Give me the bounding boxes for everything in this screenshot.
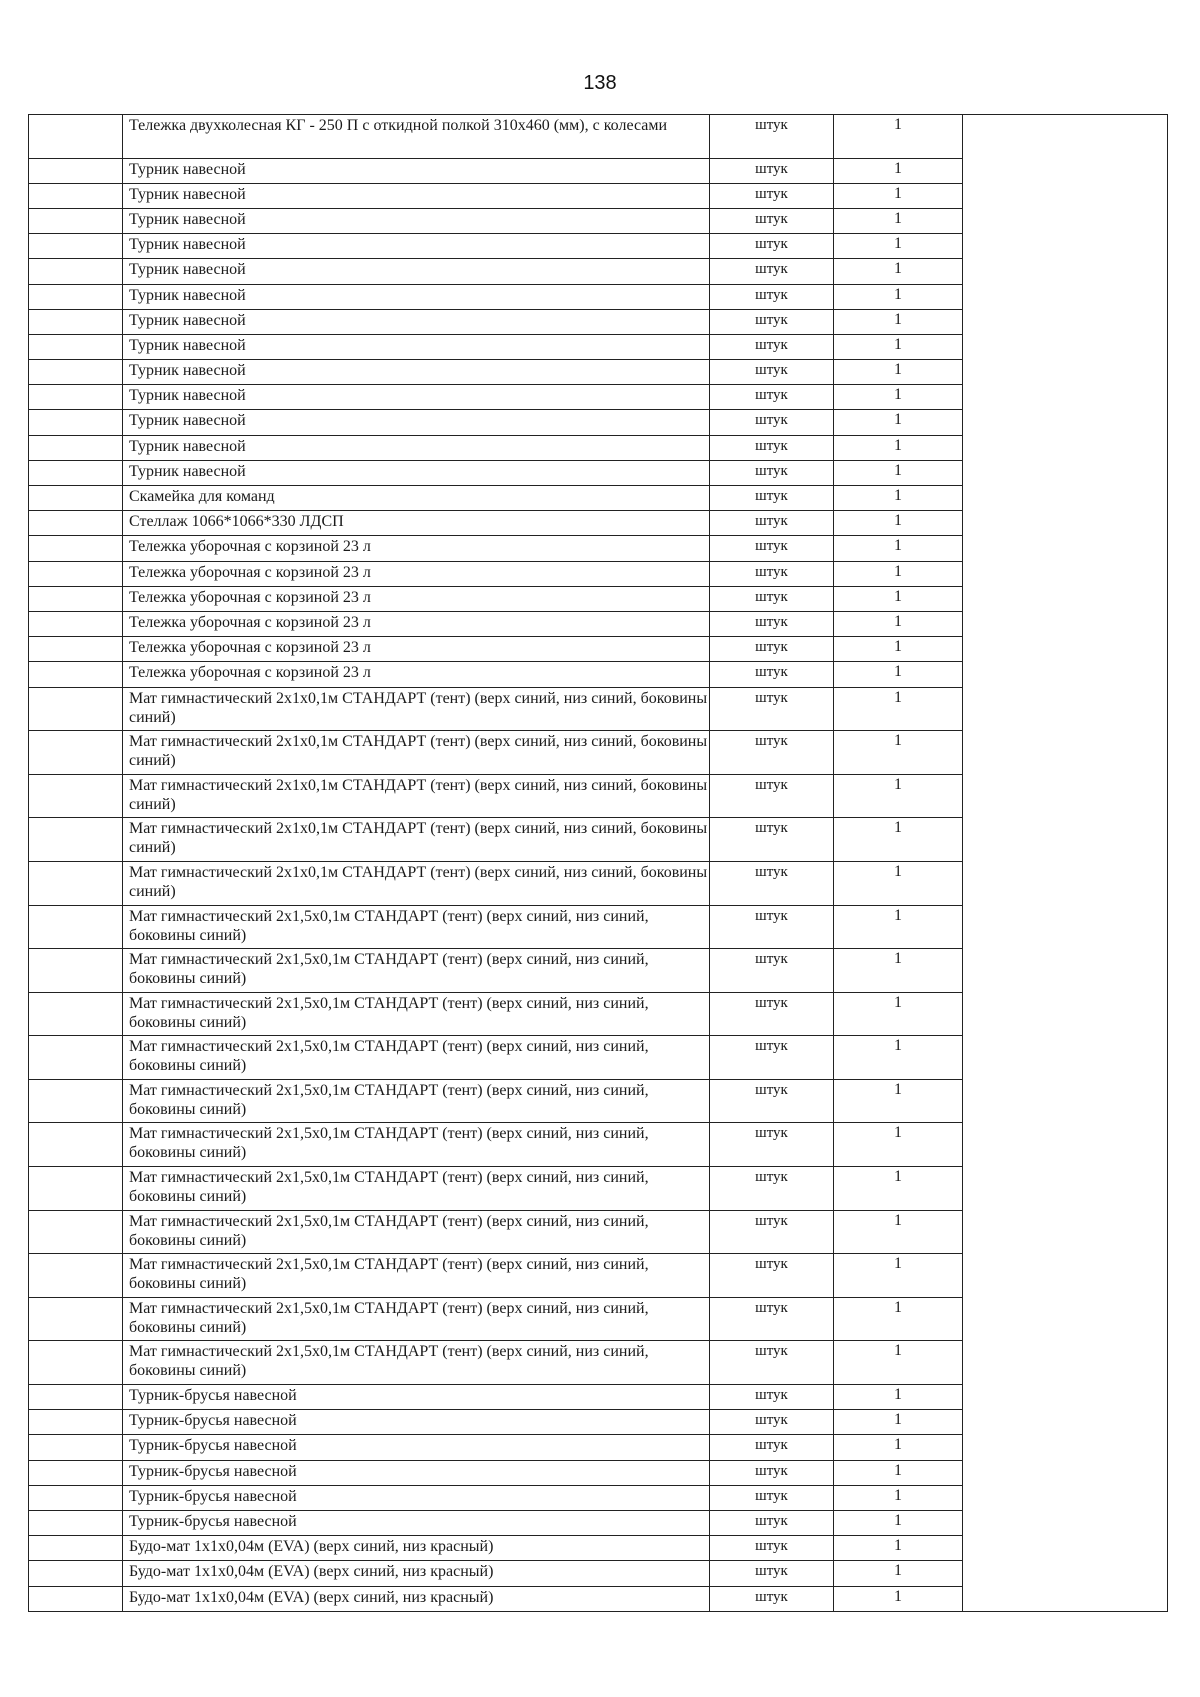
unit-cell: штук: [710, 949, 834, 993]
unit-cell: штук: [710, 774, 834, 818]
item-name-cell: Турник навесной: [123, 259, 710, 284]
unit-cell: штук: [710, 1561, 834, 1586]
row-number-cell: [29, 949, 123, 993]
item-name-cell: Будо-мат 1х1х0,04м (EVA) (верх синий, низ красный): [123, 1536, 710, 1561]
item-name-cell: Турник навесной: [123, 284, 710, 309]
page-number: 138: [583, 72, 617, 94]
quantity-cell: 1: [834, 234, 963, 259]
unit-cell: штук: [710, 1036, 834, 1080]
item-name-cell: Турник-брусья навесной: [123, 1410, 710, 1435]
inventory-table: [28, 114, 1168, 1612]
quantity-cell: 1: [834, 637, 963, 662]
item-name-cell: Тележка уборочная с корзиной 23 л: [123, 536, 710, 561]
quantity-cell: 1: [834, 1079, 963, 1123]
unit-cell: штук: [710, 115, 834, 159]
quantity-cell: 1: [834, 561, 963, 586]
quantity-cell: 1: [834, 774, 963, 818]
item-name-cell: Турник навесной: [123, 208, 710, 233]
quantity-cell: 1: [834, 385, 963, 410]
row-number-cell: [29, 1510, 123, 1535]
row-number-cell: [29, 536, 123, 561]
quantity-cell: 1: [834, 486, 963, 511]
quantity-cell: 1: [834, 158, 963, 183]
item-name-cell: Турник навесной: [123, 460, 710, 485]
quantity-cell: 1: [834, 1410, 963, 1435]
item-name-cell: Мат гимнастический 2х1,5х0,1м СТАНДАРТ (тент) (верх синий, низ синий, боковины синий): [123, 1254, 710, 1298]
unit-cell: штук: [710, 284, 834, 309]
row-number-cell: [29, 1586, 123, 1611]
row-number-cell: [29, 1079, 123, 1123]
item-name-cell: Будо-мат 1х1х0,04м (EVA) (верх синий, низ красный): [123, 1586, 710, 1611]
unit-cell: штук: [710, 1586, 834, 1611]
unit-cell: штук: [710, 460, 834, 485]
row-number-cell: [29, 435, 123, 460]
quantity-cell: 1: [834, 611, 963, 636]
quantity-cell: 1: [834, 435, 963, 460]
inventory-table-body: [29, 115, 1168, 1612]
unit-cell: штук: [710, 208, 834, 233]
item-name-cell: Турник-брусья навесной: [123, 1385, 710, 1410]
unit-cell: штук: [710, 1435, 834, 1460]
quantity-cell: 1: [834, 1460, 963, 1485]
item-name-cell: Тележка уборочная с корзиной 23 л: [123, 586, 710, 611]
quantity-cell: 1: [834, 1510, 963, 1535]
quantity-cell: 1: [834, 586, 963, 611]
item-name-cell: Скамейка для команд: [123, 486, 710, 511]
quantity-cell: 1: [834, 410, 963, 435]
row-number-cell: [29, 410, 123, 435]
quantity-cell: 1: [834, 1385, 963, 1410]
unit-cell: штук: [710, 309, 834, 334]
unit-cell: штук: [710, 611, 834, 636]
item-name-cell: Мат гимнастический 2х1х0,1м СТАНДАРТ (тент) (верх синий, низ синий, боковины синий): [123, 731, 710, 775]
item-name-cell: Мат гимнастический 2х1,5х0,1м СТАНДАРТ (тент) (верх синий, низ синий, боковины синий): [123, 1297, 710, 1341]
item-name-cell: Мат гимнастический 2х1х0,1м СТАНДАРТ (тент) (верх синий, низ синий, боковины синий): [123, 687, 710, 731]
table-row: [29, 115, 1168, 159]
unit-cell: штук: [710, 183, 834, 208]
unit-cell: штук: [710, 536, 834, 561]
row-number-cell: [29, 208, 123, 233]
quantity-cell: 1: [834, 460, 963, 485]
unit-cell: штук: [710, 1079, 834, 1123]
row-number-cell: [29, 1410, 123, 1435]
item-name-cell: Мат гимнастический 2х1,5х0,1м СТАНДАРТ (тент) (верх синий, низ синий, боковины синий): [123, 949, 710, 993]
item-name-cell: Будо-мат 1х1х0,04м (EVA) (верх синий, низ красный): [123, 1561, 710, 1586]
item-name-cell: Мат гимнастический 2х1х0,1м СТАНДАРТ (тент) (верх синий, низ синий, боковины синий): [123, 861, 710, 905]
unit-cell: штук: [710, 1510, 834, 1535]
row-number-cell: [29, 637, 123, 662]
item-name-cell: Стеллаж 1066*1066*330 ЛДСП: [123, 511, 710, 536]
unit-cell: штук: [710, 1167, 834, 1211]
unit-cell: штук: [710, 1297, 834, 1341]
quantity-cell: 1: [834, 511, 963, 536]
unit-cell: штук: [710, 1385, 834, 1410]
quantity-cell: 1: [834, 208, 963, 233]
quantity-cell: 1: [834, 1123, 963, 1167]
unit-cell: штук: [710, 1485, 834, 1510]
row-number-cell: [29, 1435, 123, 1460]
item-name-cell: Турник навесной: [123, 234, 710, 259]
row-number-cell: [29, 183, 123, 208]
quantity-cell: 1: [834, 1485, 963, 1510]
row-number-cell: [29, 486, 123, 511]
row-number-cell: [29, 1123, 123, 1167]
row-number-cell: [29, 861, 123, 905]
row-number-cell: [29, 1460, 123, 1485]
row-number-cell: [29, 611, 123, 636]
item-name-cell: Мат гимнастический 2х1,5х0,1м СТАНДАРТ (тент) (верх синий, низ синий, боковины синий): [123, 992, 710, 1036]
unit-cell: штук: [710, 586, 834, 611]
quantity-cell: 1: [834, 1341, 963, 1385]
quantity-cell: 1: [834, 1536, 963, 1561]
unit-cell: штук: [710, 1123, 834, 1167]
row-number-cell: [29, 1167, 123, 1211]
row-number-cell: [29, 1561, 123, 1586]
item-name-cell: Турник навесной: [123, 385, 710, 410]
row-number-cell: [29, 662, 123, 687]
item-name-cell: Мат гимнастический 2х1х0,1м СТАНДАРТ (тент) (верх синий, низ синий, боковины синий): [123, 818, 710, 862]
item-name-cell: Турник навесной: [123, 183, 710, 208]
row-number-cell: [29, 1341, 123, 1385]
quantity-cell: 1: [834, 1435, 963, 1460]
item-name-cell: Мат гимнастический 2х1,5х0,1м СТАНДАРТ (тент) (верх синий, низ синий, боковины синий): [123, 905, 710, 949]
row-number-cell: [29, 334, 123, 359]
row-number-cell: [29, 115, 123, 159]
row-number-cell: [29, 586, 123, 611]
row-number-cell: [29, 1385, 123, 1410]
quantity-cell: 1: [834, 949, 963, 993]
quantity-cell: 1: [834, 360, 963, 385]
quantity-cell: 1: [834, 818, 963, 862]
item-name-cell: Тележка уборочная с корзиной 23 л: [123, 637, 710, 662]
quantity-cell: 1: [834, 259, 963, 284]
item-name-cell: Тележка уборочная с корзиной 23 л: [123, 611, 710, 636]
unit-cell: штук: [710, 861, 834, 905]
item-name-cell: Турник-брусья навесной: [123, 1485, 710, 1510]
row-number-cell: [29, 1536, 123, 1561]
quantity-cell: 1: [834, 183, 963, 208]
item-name-cell: Турник-брусья навесной: [123, 1460, 710, 1485]
quantity-cell: 1: [834, 536, 963, 561]
row-number-cell: [29, 360, 123, 385]
quantity-cell: 1: [834, 1210, 963, 1254]
row-number-cell: [29, 731, 123, 775]
item-name-cell: Тележка двухколесная КГ - 250 П с откидной полкой 310х460 (мм), с колесами: [123, 115, 710, 159]
quantity-cell: 1: [834, 992, 963, 1036]
unit-cell: штук: [710, 1210, 834, 1254]
item-name-cell: Турник навесной: [123, 360, 710, 385]
row-number-cell: [29, 1485, 123, 1510]
unit-cell: штук: [710, 385, 834, 410]
quantity-cell: 1: [834, 861, 963, 905]
unit-cell: штук: [710, 360, 834, 385]
unit-cell: штук: [710, 637, 834, 662]
item-name-cell: Мат гимнастический 2х1,5х0,1м СТАНДАРТ (тент) (верх синий, низ синий, боковины синий): [123, 1079, 710, 1123]
row-number-cell: [29, 385, 123, 410]
quantity-cell: 1: [834, 662, 963, 687]
quantity-cell: 1: [834, 1586, 963, 1611]
row-number-cell: [29, 158, 123, 183]
row-number-cell: [29, 460, 123, 485]
item-name-cell: Турник навесной: [123, 435, 710, 460]
quantity-cell: 1: [834, 1561, 963, 1586]
item-name-cell: Мат гимнастический 2х1,5х0,1м СТАНДАРТ (тент) (верх синий, низ синий, боковины синий): [123, 1123, 710, 1167]
item-name-cell: Турник-брусья навесной: [123, 1435, 710, 1460]
item-name-cell: Мат гимнастический 2х1,5х0,1м СТАНДАРТ (тент) (верх синий, низ синий, боковины синий): [123, 1210, 710, 1254]
row-number-cell: [29, 992, 123, 1036]
row-number-cell: [29, 818, 123, 862]
unit-cell: штук: [710, 511, 834, 536]
quantity-cell: 1: [834, 1297, 963, 1341]
unit-cell: штук: [710, 158, 834, 183]
unit-cell: штук: [710, 334, 834, 359]
unit-cell: штук: [710, 259, 834, 284]
unit-cell: штук: [710, 435, 834, 460]
item-name-cell: Турник навесной: [123, 158, 710, 183]
quantity-cell: 1: [834, 334, 963, 359]
row-number-cell: [29, 1254, 123, 1298]
quantity-cell: 1: [834, 115, 963, 159]
quantity-cell: 1: [834, 309, 963, 334]
row-number-cell: [29, 905, 123, 949]
quantity-cell: 1: [834, 687, 963, 731]
row-number-cell: [29, 259, 123, 284]
row-number-cell: [29, 1210, 123, 1254]
item-name-cell: Мат гимнастический 2х1,5х0,1м СТАНДАРТ (тент) (верх синий, низ синий, боковины синий): [123, 1341, 710, 1385]
row-number-cell: [29, 1036, 123, 1080]
item-name-cell: Мат гимнастический 2х1,5х0,1м СТАНДАРТ (тент) (верх синий, низ синий, боковины синий): [123, 1167, 710, 1211]
quantity-cell: 1: [834, 284, 963, 309]
row-number-cell: [29, 1297, 123, 1341]
quantity-cell: 1: [834, 1254, 963, 1298]
unit-cell: штук: [710, 662, 834, 687]
row-number-cell: [29, 309, 123, 334]
unit-cell: штук: [710, 486, 834, 511]
row-number-cell: [29, 687, 123, 731]
item-name-cell: Турник навесной: [123, 334, 710, 359]
item-name-cell: Мат гимнастический 2х1х0,1м СТАНДАРТ (тент) (верх синий, низ синий, боковины синий): [123, 774, 710, 818]
unit-cell: штук: [710, 992, 834, 1036]
row-number-cell: [29, 511, 123, 536]
quantity-cell: 1: [834, 731, 963, 775]
unit-cell: штук: [710, 1536, 834, 1561]
item-name-cell: Турник навесной: [123, 410, 710, 435]
row-number-cell: [29, 234, 123, 259]
unit-cell: штук: [710, 410, 834, 435]
unit-cell: штук: [710, 818, 834, 862]
unit-cell: штук: [710, 1460, 834, 1485]
quantity-cell: 1: [834, 1167, 963, 1211]
unit-cell: штук: [710, 1254, 834, 1298]
notes-cell: [963, 115, 1168, 1612]
unit-cell: штук: [710, 234, 834, 259]
unit-cell: штук: [710, 561, 834, 586]
row-number-cell: [29, 561, 123, 586]
quantity-cell: 1: [834, 1036, 963, 1080]
item-name-cell: Тележка уборочная с корзиной 23 л: [123, 662, 710, 687]
unit-cell: штук: [710, 687, 834, 731]
unit-cell: штук: [710, 1341, 834, 1385]
quantity-cell: 1: [834, 905, 963, 949]
row-number-cell: [29, 284, 123, 309]
item-name-cell: Турник навесной: [123, 309, 710, 334]
row-number-cell: [29, 774, 123, 818]
item-name-cell: Турник-брусья навесной: [123, 1510, 710, 1535]
unit-cell: штук: [710, 731, 834, 775]
item-name-cell: Тележка уборочная с корзиной 23 л: [123, 561, 710, 586]
unit-cell: штук: [710, 905, 834, 949]
unit-cell: штук: [710, 1410, 834, 1435]
item-name-cell: Мат гимнастический 2х1,5х0,1м СТАНДАРТ (тент) (верх синий, низ синий, боковины синий): [123, 1036, 710, 1080]
